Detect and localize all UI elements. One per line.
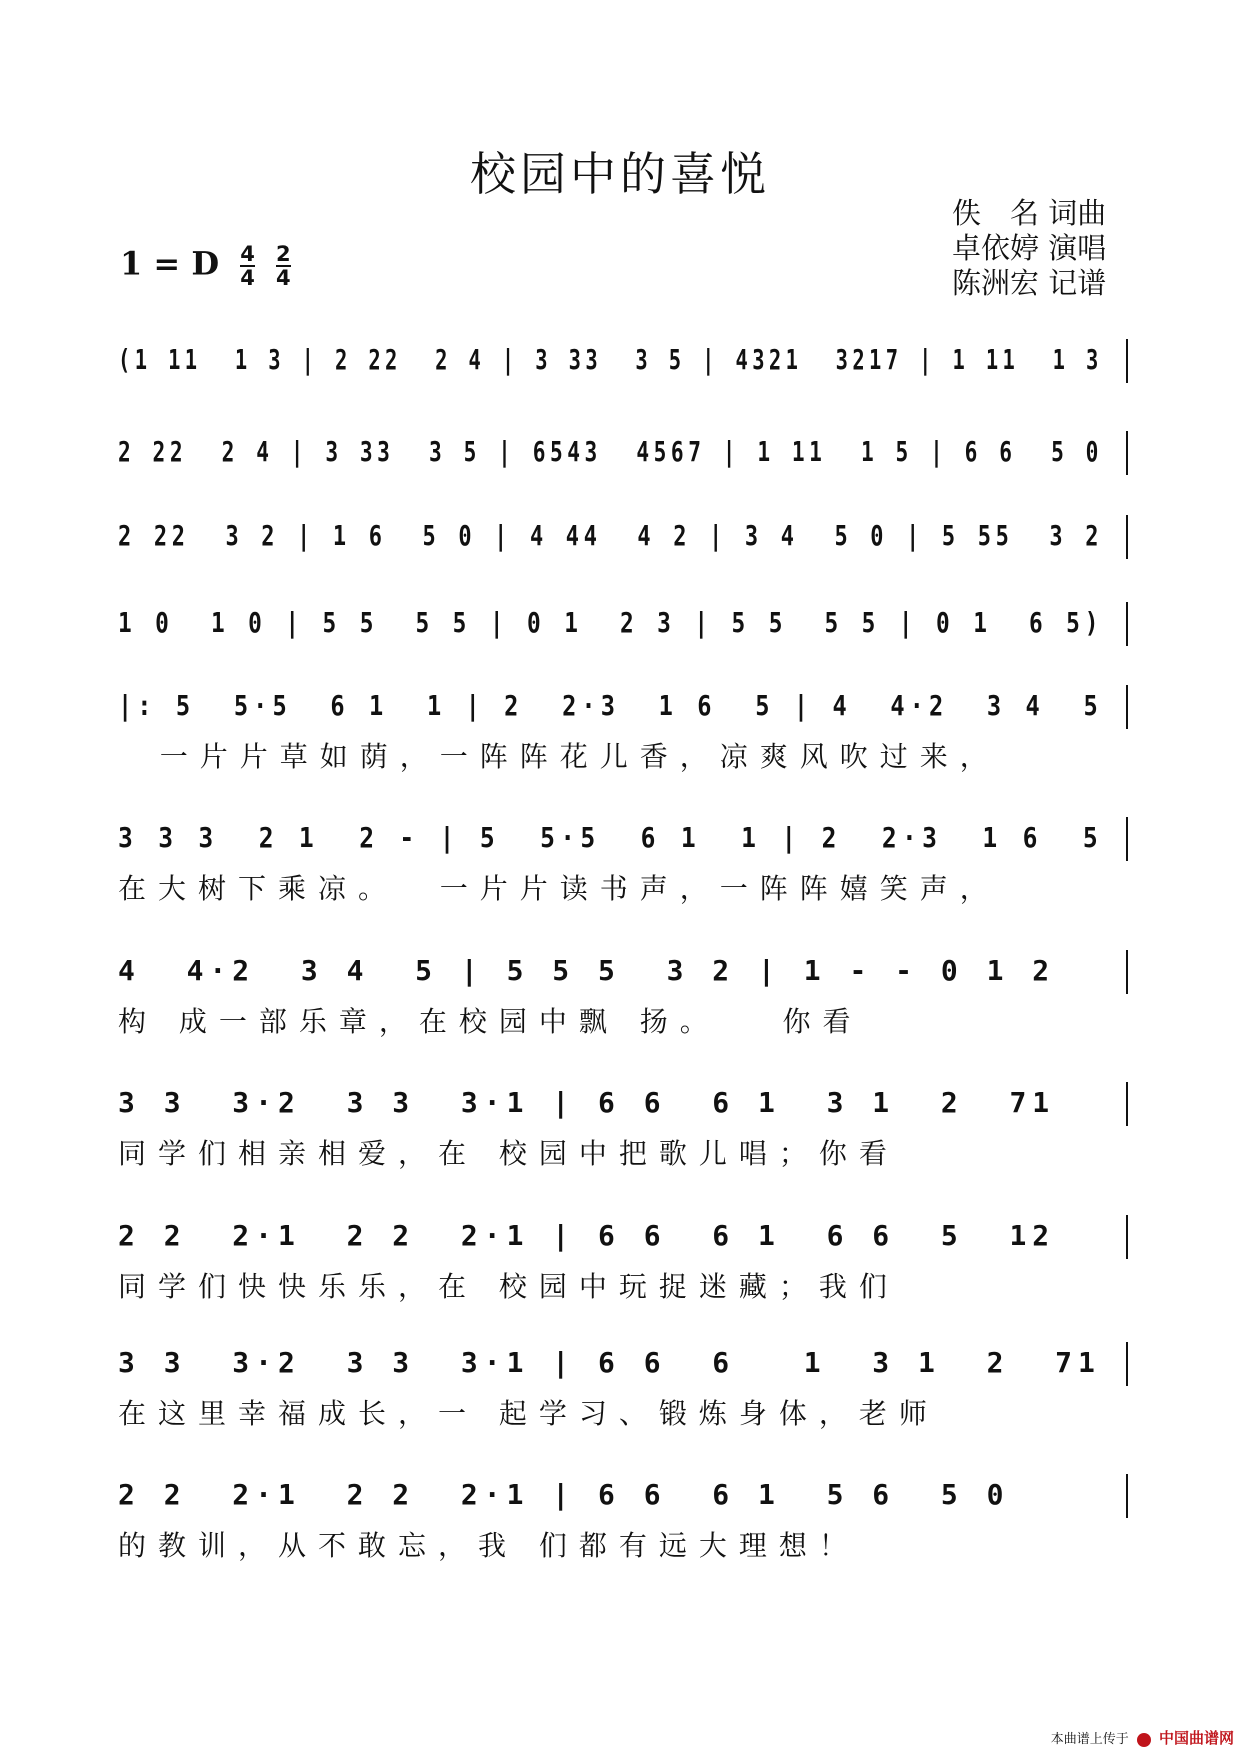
notation: (1 11 1 3 | 2 22 2 4 | 3 33 3 5 | 4321 3217 | 1 11 1 3 — [118, 343, 1103, 376]
key-label: 1 = D — [120, 244, 220, 283]
lyric-line: 的教训，从不敢忘，我 们都有远大理想！ — [118, 1529, 859, 1562]
lyric-line: 在大树下乘凉。 一片片读书声，一阵阵嬉笑声， — [118, 872, 1000, 905]
credits — [952, 196, 1130, 301]
notation: 3 3 3·2 3 3 3·1 | 6 6 6 1 3 1 2 71 — [118, 1346, 1101, 1379]
site-logo-icon — [1137, 1733, 1151, 1747]
notation: 2 22 3 2 | 1 6 5 0 | 4 44 4 2 | 3 4 5 0 | 5 55 3 2 — [118, 519, 1104, 552]
lyric-line: 同学们相亲相爱，在 校园中把歌儿唱；你看 — [118, 1137, 899, 1170]
notation: 2 2 2·1 2 2 2·1 | 6 6 6 1 6 6 5 12 — [118, 1219, 1056, 1252]
notation: 2 2 2·1 2 2 2·1 | 6 6 6 1 5 6 5 0 — [118, 1478, 1010, 1511]
notation: 1 0 1 0 | 5 5 5 5 | 0 1 2 3 | 5 5 5 5 | 0 1 6 5) — [118, 606, 1104, 639]
page-title: 校园中的喜悦 — [470, 147, 770, 201]
notation: 2 22 2 4 | 3 33 3 5 | 6543 4567 | 1 11 1 5 | 6 6 5 0 — [118, 435, 1103, 468]
credit-singer: 卓依婷 演唱 — [952, 231, 1107, 265]
time-signature-2-4: $\frac{2}{4}$ — [276, 242, 291, 290]
lyric-line: 在这里幸福成长，一 起学习、锻炼身体，老师 — [118, 1397, 939, 1430]
time-signature-4-4: $\frac{4}{4}$ — [240, 242, 255, 290]
notation: 4 4·2 3 4 5 | 5 5 5 3 2 | 1 - - 0 1 2 — [118, 954, 1056, 987]
lyric-line: 一片片草如荫，一阵阵花儿香，凉爽风吹过来， — [118, 740, 1000, 773]
notation: 3 3 3 2 1 2 - | 5 5·5 6 1 1 | 2 2·3 1 6 5 — [118, 821, 1104, 854]
footer-text: 本曲谱上传于 — [1050, 1732, 1129, 1747]
lyric-line: 构 成一部乐章，在校园中飘 扬。 你看 — [118, 1005, 863, 1038]
footer — [1051, 1727, 1234, 1748]
notation: 3 3 3·2 3 3 3·1 | 6 6 6 1 3 1 2 71 — [118, 1086, 1056, 1119]
notation: |: 5 5·5 6 1 1 | 2 2·3 1 6 5 | 4 4·2 3 4 5 — [118, 689, 1103, 722]
credit-transcriber: 陈洲宏 记谱 — [952, 266, 1107, 300]
lyric-line: 同学们快快乐乐，在 校园中玩捉迷藏；我们 — [118, 1270, 899, 1303]
key-signature — [120, 243, 291, 289]
footer-site-link[interactable]: 中国曲谱网 — [1158, 1729, 1234, 1747]
credit-lyrics-music: 佚 名 词曲 — [952, 196, 1107, 230]
